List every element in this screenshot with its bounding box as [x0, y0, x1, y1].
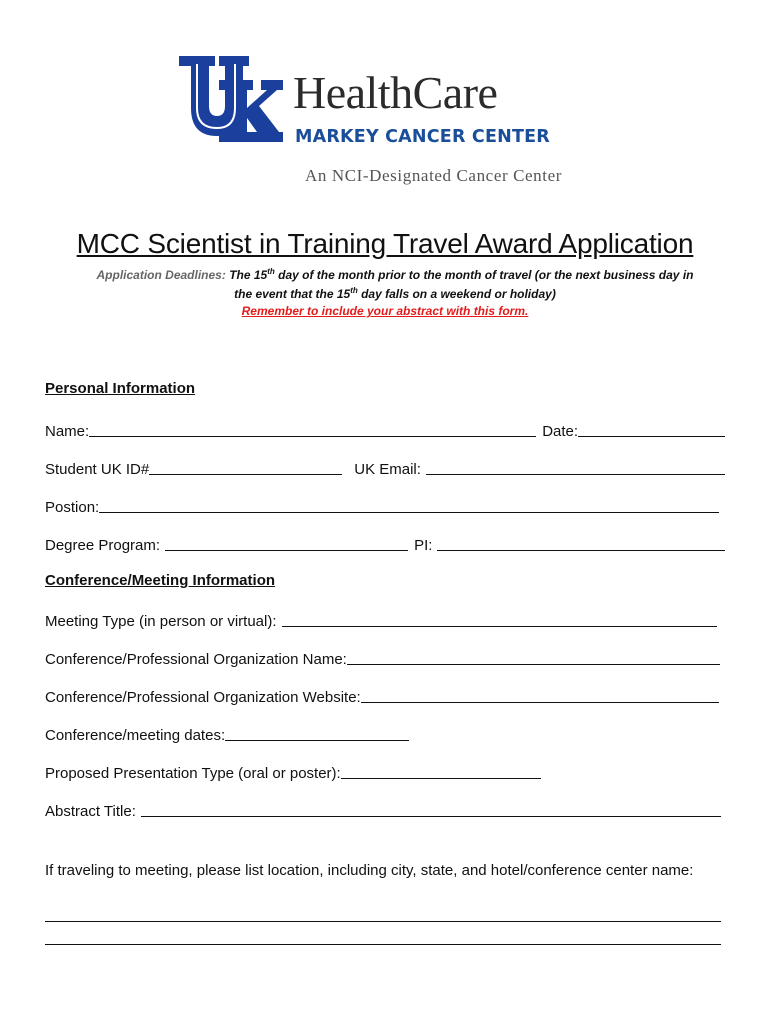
- deadline-text-2a: the event that the 15: [234, 287, 351, 301]
- abstract-title-field[interactable]: [141, 801, 721, 817]
- form-title: MCC Scientist in Training Travel Award Application: [76, 228, 694, 259]
- deadline-note: [60, 266, 730, 304]
- abstract-reminder: Remember to include your abstract with this form.: [241, 304, 529, 318]
- org-name-field[interactable]: [347, 649, 720, 665]
- position-field[interactable]: [99, 497, 719, 513]
- uk-logo-icon: [175, 50, 285, 145]
- date-field[interactable]: [578, 421, 725, 437]
- degree-field[interactable]: [165, 535, 408, 551]
- deadline-sup-1: th: [267, 267, 275, 276]
- id-email-row: [45, 456, 725, 478]
- org-website-label: Conference/Professional Organization Website:: [45, 689, 361, 706]
- degree-pi-row: [45, 532, 725, 554]
- meeting-dates-row: [45, 722, 409, 744]
- meeting-type-row: [45, 608, 717, 630]
- meeting-dates-label: Conference/meeting dates:: [45, 727, 226, 744]
- deadline-text-2b: day falls on a weekend or holiday): [357, 287, 556, 301]
- org-website-field[interactable]: [361, 687, 719, 703]
- position-label: Postion:: [45, 499, 100, 516]
- org-name-label: Conference/Professional Organization Name:: [45, 651, 347, 668]
- tagline: An NCI-Designated Cancer Center: [305, 166, 562, 185]
- deadline-sup-2: th: [350, 286, 358, 295]
- name-label: Name:: [45, 423, 90, 440]
- student-id-field[interactable]: [149, 459, 342, 475]
- date-label: Date:: [542, 423, 579, 440]
- presentation-type-row: [45, 760, 541, 782]
- deadline-text-1a: The 15: [229, 268, 268, 282]
- name-field[interactable]: [89, 421, 536, 437]
- degree-label: Degree Program:: [45, 537, 161, 554]
- logo-title: HealthCare: [293, 67, 498, 118]
- org-website-row: [45, 684, 719, 706]
- presentation-type-field[interactable]: [341, 763, 541, 779]
- deadline-label: Application Deadlines:: [96, 268, 226, 282]
- email-label: UK Email:: [354, 461, 421, 478]
- student-id-label: Student UK ID#: [45, 461, 150, 478]
- presentation-type-label: Proposed Presentation Type (oral or poster):: [45, 765, 341, 782]
- travel-location-line-1[interactable]: [45, 921, 721, 922]
- abstract-title-label: Abstract Title:: [45, 803, 136, 820]
- org-name-row: [45, 646, 720, 668]
- name-date-row: [45, 418, 725, 440]
- abstract-title-row: [45, 798, 721, 820]
- meeting-type-label: Meeting Type (in person or virtual):: [45, 613, 277, 630]
- deadline-text-1b: day of the month prior to the month of travel (or the next business day in: [274, 268, 694, 282]
- personal-info-heading: Personal Information: [45, 380, 196, 397]
- pi-field[interactable]: [437, 535, 725, 551]
- travel-instructions: If traveling to meeting, please list location, including city, state, and hotel/conference center name:: [45, 862, 694, 879]
- logo-subtitle: MARKEY CANCER CENTER: [295, 127, 550, 147]
- meeting-type-field[interactable]: [282, 611, 718, 627]
- travel-location-line-2[interactable]: [45, 944, 721, 945]
- conference-info-heading: Conference/Meeting Information: [45, 572, 276, 589]
- position-row: [45, 494, 719, 516]
- pi-label: PI:: [414, 537, 433, 554]
- email-field[interactable]: [426, 459, 725, 475]
- meeting-dates-field[interactable]: [225, 725, 409, 741]
